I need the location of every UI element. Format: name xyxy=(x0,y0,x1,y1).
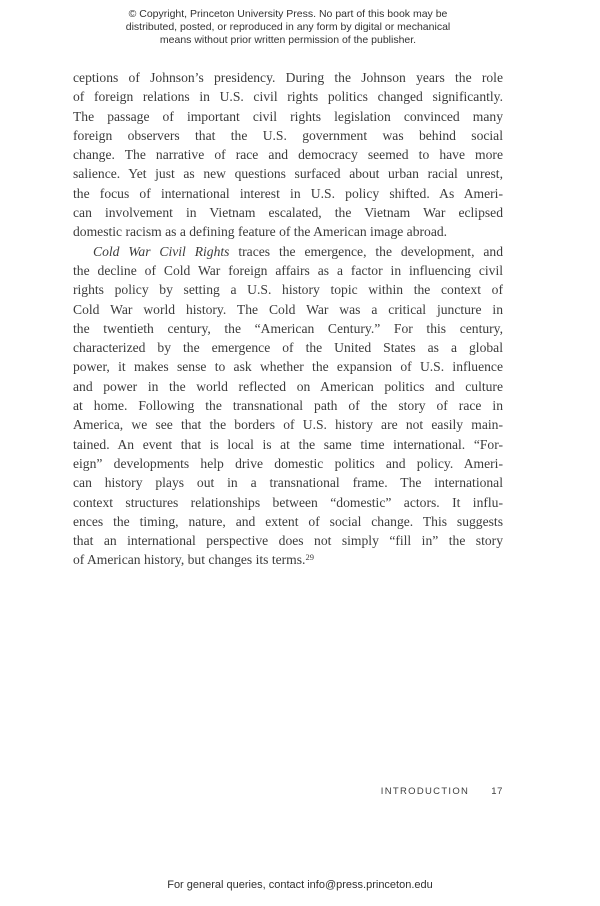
text-segment: that an international perspective does not simply “fill in” the story xyxy=(73,533,503,549)
text-segment: power, it makes sense to ask whether the expansion of U.S. influence xyxy=(73,359,503,375)
text-segment: tained. An event that is local is at the same time international. “For- xyxy=(73,436,503,452)
body-line xyxy=(73,531,503,550)
text-segment: at home. Following the transnational path of the story of race in xyxy=(73,398,503,414)
text-segment: the decline of Cold War foreign affairs as a factor in influencing civil xyxy=(73,262,503,278)
body-line xyxy=(73,184,503,203)
text-segment: America, we see that the borders of U.S. history are not easily main- xyxy=(73,417,503,433)
copyright-notice xyxy=(73,8,503,47)
body-line xyxy=(73,242,503,261)
body-line xyxy=(73,203,503,222)
running-footer xyxy=(73,786,503,797)
text-segment: domestic racism as a defining feature of the American image abroad. xyxy=(73,224,448,240)
body-line xyxy=(73,68,503,87)
paragraph xyxy=(73,242,503,570)
running-head: INTRODUCTION xyxy=(380,786,470,797)
text-segment: ceptions of Johnson’s presidency. During the Johnson years the role xyxy=(73,70,503,85)
body-line xyxy=(73,126,503,145)
text-segment: and power in the world reflected on American politics and culture xyxy=(73,378,503,394)
text-segment: The passage of important civil rights legislation convinced many xyxy=(73,108,503,124)
text-segment: characterized by the emergence of the United States as a global xyxy=(73,340,503,356)
body-line xyxy=(73,493,503,512)
text-segment: context structures relationships between “domestic” actors. It influ- xyxy=(73,494,503,510)
body-line xyxy=(73,338,503,357)
body-line xyxy=(73,415,503,434)
body-line xyxy=(73,396,503,415)
contact-line: For general queries, contact info@press.princeton.edu xyxy=(167,879,433,891)
text-segment: can history plays out in a transnational frame. The international xyxy=(73,475,503,491)
text-segment: foreign observers that the U.S. government was behind social xyxy=(73,127,503,143)
copyright-line: means without prior written permission of the publisher. xyxy=(159,34,417,46)
copyright-line: © Copyright, Princeton University Press. No part of this book may be xyxy=(128,8,448,20)
text-segment: Cold War world history. The Cold War was a critical juncture in xyxy=(73,301,503,317)
text-segment: of American history, but changes its terms. xyxy=(73,552,306,568)
body-line xyxy=(73,280,503,299)
paragraph xyxy=(73,68,503,242)
text-segment: salience. Yet just as new questions surfaced about urban racial unrest, xyxy=(73,166,503,182)
body-line xyxy=(73,222,503,241)
text-segment: of foreign relations in U.S. civil rights politics changed significantly. xyxy=(73,89,503,105)
body-line xyxy=(73,319,503,338)
text-segment: can involvement in Vietnam escalated, the Vietnam War eclipsed xyxy=(73,205,503,221)
footnote-reference: 29 xyxy=(305,552,314,563)
page-number: 17 xyxy=(491,786,503,797)
text-segment: rights policy by setting a U.S. history topic within the context of xyxy=(73,282,503,298)
text-segment: traces the emergence, the development, and xyxy=(229,243,504,259)
body-line xyxy=(73,473,503,492)
body-line xyxy=(73,145,503,164)
body-line xyxy=(73,300,503,319)
body-line xyxy=(73,550,503,569)
text-segment: the twentieth century, the “American Century.” For this century, xyxy=(73,320,503,336)
book-title-italic: Cold War Civil Rights xyxy=(93,243,230,259)
body-line xyxy=(73,164,503,183)
body-line xyxy=(73,87,503,106)
body-line xyxy=(73,261,503,280)
text-segment: eign” developments help drive domestic politics and policy. Ameri- xyxy=(73,455,503,471)
body-line xyxy=(73,512,503,531)
body-line xyxy=(73,435,503,454)
body-line xyxy=(73,107,503,126)
text-segment: the focus of international interest in U.S. policy shifted. As Ameri- xyxy=(73,185,503,201)
body-line xyxy=(73,454,503,473)
body-line xyxy=(73,377,503,396)
text-segment: ences the timing, nature, and extent of social change. This suggests xyxy=(73,513,503,529)
body-line xyxy=(73,357,503,376)
copyright-line: distributed, posted, or reproduced in any form by digital or mechanical xyxy=(125,21,451,33)
text-segment: change. The narrative of race and democracy seemed to have more xyxy=(73,147,503,163)
body-text xyxy=(73,68,503,570)
